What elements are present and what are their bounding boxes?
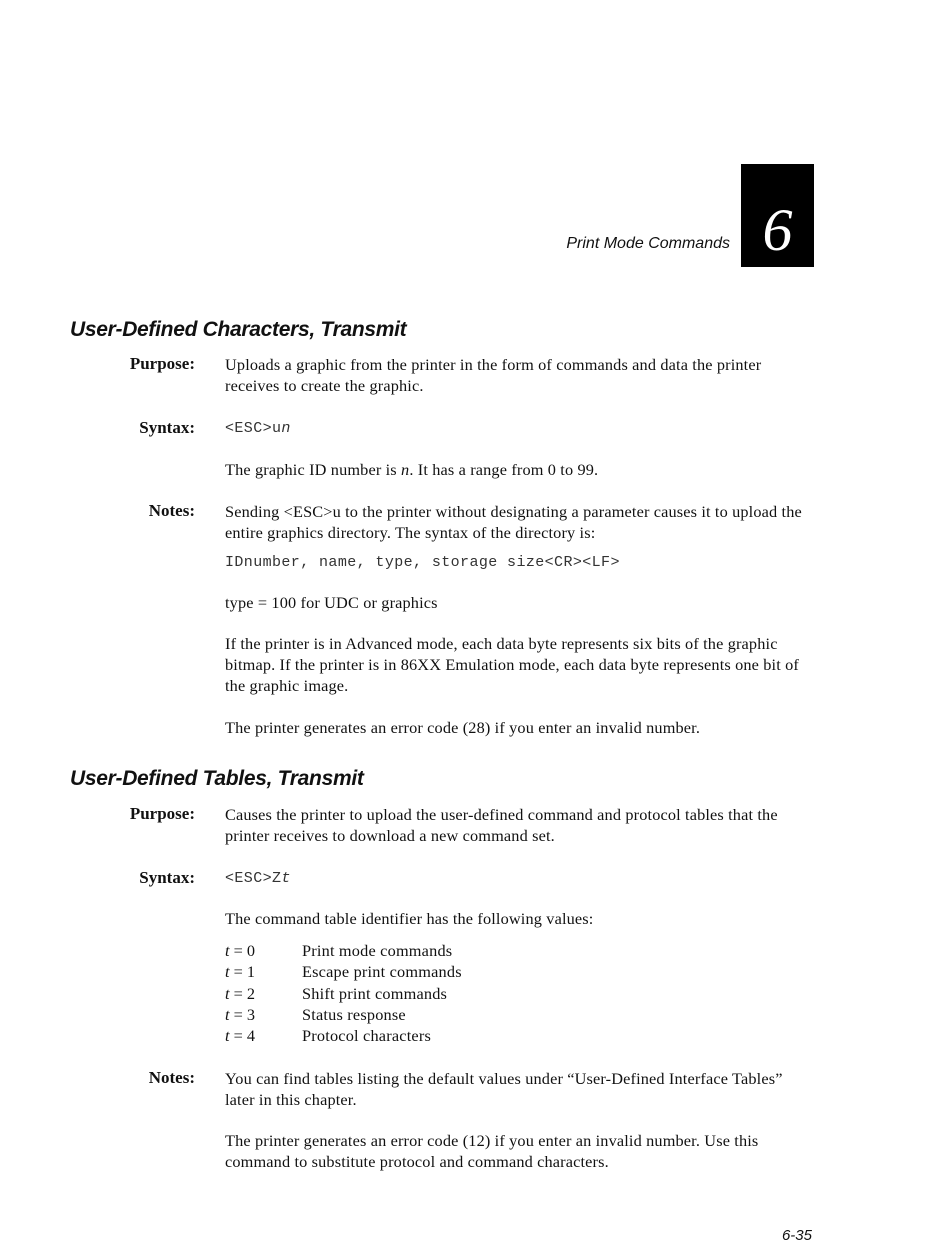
syntax-description-part: The graphic ID number is <box>225 460 402 479</box>
chapter-number-tab: 6 <box>741 164 814 267</box>
values-row <box>225 961 625 982</box>
notes-paragraph: You can find tables listing the default values under “User-Defined Interface Tables” later in this chapter. <box>225 1069 783 1109</box>
purpose-label: Purpose: <box>129 354 195 373</box>
purpose-label: Purpose: <box>129 804 195 823</box>
section-title: User-Defined Characters, Transmit <box>70 318 407 341</box>
notes-paragraph: If the printer is in Advanced mode, each data byte represents six bits of the graphic bitmap. If the printer is in 86XX Emulation mode, each data byte represents one bit of the graphic image. <box>225 634 799 695</box>
value-var: t <box>225 1026 230 1046</box>
values-row <box>225 983 625 1004</box>
syntax-code <box>225 870 291 887</box>
notes-paragraph: The printer generates an error code (28) if you enter an invalid number. <box>225 718 701 737</box>
syntax-command: <ESC>u <box>225 420 282 437</box>
notes-paragraph: Sending <ESC>u to the printer without designating a parameter causes it to upload the entire graphics directory. The syntax of the directory is: <box>225 502 802 542</box>
values-table <box>225 940 625 1046</box>
notes-paragraph: type = 100 for UDC or graphics <box>225 593 438 612</box>
syntax-description: The command table identifier has the following values: <box>225 909 594 928</box>
notes-label: Notes: <box>148 1068 195 1087</box>
values-row <box>225 1025 625 1046</box>
value-var: t <box>225 1004 230 1024</box>
syntax-label: Syntax: <box>139 418 195 437</box>
value-key <box>225 961 302 982</box>
syntax-parameter: n <box>281 420 291 437</box>
value-desc: Print mode commands <box>302 941 453 960</box>
chapter-title: Print Mode Commands <box>566 235 730 252</box>
value-key <box>225 1004 302 1025</box>
value-var: t <box>225 983 230 1003</box>
value-key <box>225 1025 302 1046</box>
syntax-command: <ESC>Z <box>225 870 282 887</box>
value-desc: Escape print commands <box>302 962 462 982</box>
value-var: t <box>225 962 230 982</box>
value-key <box>225 940 302 961</box>
syntax-description-part: . It has a range from 0 to 99. <box>409 460 599 479</box>
purpose-text: Uploads a graphic from the printer in the form of commands and data the printer receives to create the graphic. <box>225 355 762 395</box>
notes-label: Notes: <box>148 501 195 520</box>
notes-code: IDnumber, name, type, storage size<CR><LF> <box>225 554 620 571</box>
value-eq: = 3 <box>229 1004 255 1024</box>
value-desc: Protocol characters <box>302 1026 432 1046</box>
value-eq: = 1 <box>229 962 255 982</box>
syntax-parameter: t <box>281 870 291 887</box>
purpose-text: Causes the printer to upload the user-defined command and protocol tables that the printer receives to download a new command set. <box>225 805 778 845</box>
value-eq: = 4 <box>229 1026 255 1046</box>
page-number: 6-35 <box>781 1227 812 1244</box>
value-eq: = 2 <box>229 983 255 1003</box>
notes-paragraph: The printer generates an error code (12) if you enter an invalid number. Use this command to substitute protocol and command characters. <box>225 1131 759 1171</box>
value-desc: Status response <box>302 1004 406 1024</box>
value-var: t <box>225 941 230 960</box>
section-title: User-Defined Tables, Transmit <box>70 767 364 790</box>
syntax-code <box>225 420 291 437</box>
syntax-description <box>225 459 815 480</box>
values-row <box>225 940 625 961</box>
value-eq: = 0 <box>229 941 255 960</box>
values-row <box>225 1004 625 1025</box>
value-desc: Shift print commands <box>302 983 448 1003</box>
syntax-description-param: n <box>401 460 410 479</box>
value-key <box>225 983 302 1004</box>
syntax-label: Syntax: <box>139 868 195 887</box>
